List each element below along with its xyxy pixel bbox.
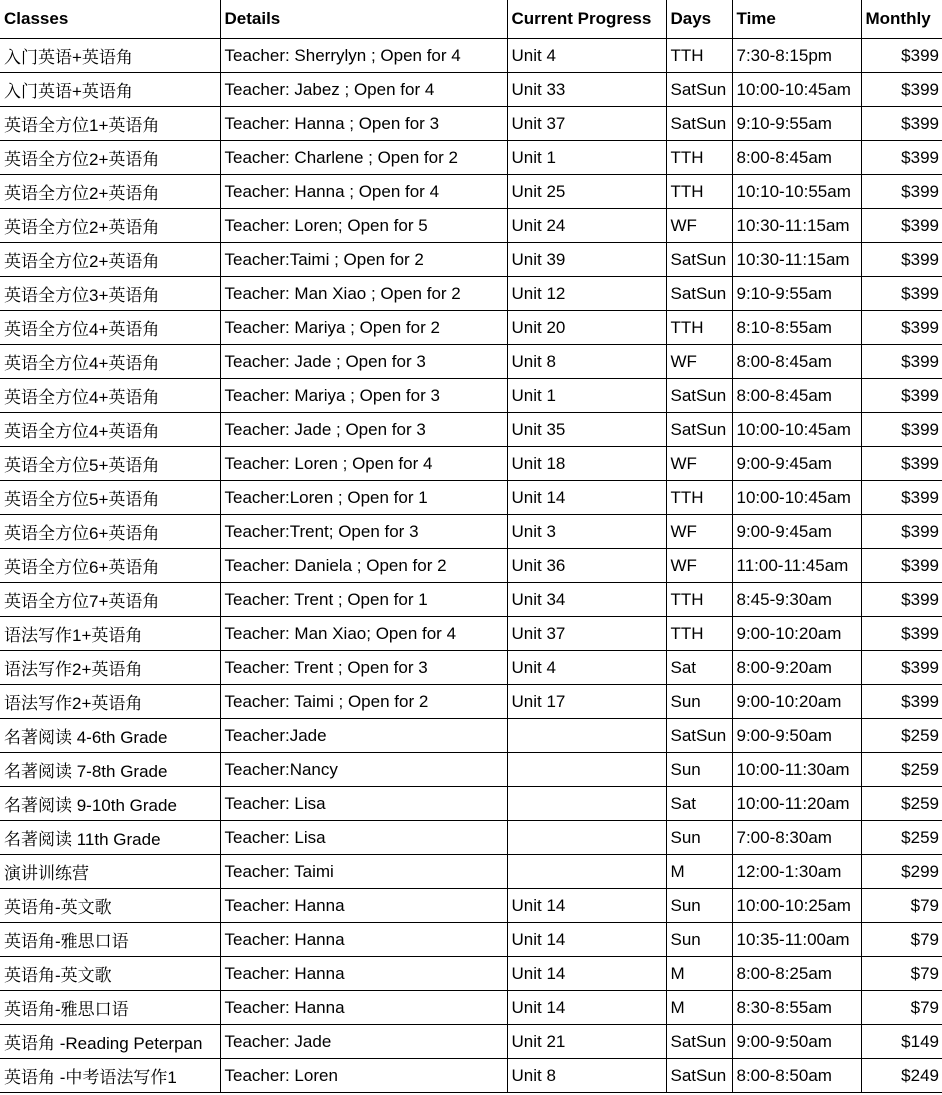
cell-monthly[interactable]: $259	[861, 753, 942, 787]
cell-time[interactable]: 9:00-10:20am	[732, 617, 861, 651]
cell-details[interactable]: Teacher: Hanna	[220, 991, 507, 1025]
table-row	[0, 991, 942, 1025]
cell-details[interactable]: Teacher: Hanna ; Open for 3	[220, 107, 507, 141]
cell-details[interactable]: Teacher: Mariya ; Open for 3	[220, 379, 507, 413]
cell-class[interactable]: 英语全方位4+英语角	[0, 345, 220, 379]
cell-details[interactable]: Teacher: Trent ; Open for 3	[220, 651, 507, 685]
table-row	[0, 345, 942, 379]
cell-monthly[interactable]: $399	[861, 107, 942, 141]
cell-time[interactable]: 11:00-11:45am	[732, 549, 861, 583]
header-current-progress[interactable]: Current Progress	[507, 0, 666, 39]
cell-details[interactable]: Teacher: Taimi ; Open for 2	[220, 685, 507, 719]
cell-progress[interactable]: Unit 18	[507, 447, 666, 481]
cell-progress[interactable]: Unit 21	[507, 1025, 666, 1059]
table-row	[0, 957, 942, 991]
cell-details[interactable]: Teacher:Taimi ; Open for 2	[220, 243, 507, 277]
cell-time[interactable]: 8:00-8:50am	[732, 1059, 861, 1093]
cell-class[interactable]: 英语全方位5+英语角	[0, 447, 220, 481]
cell-days[interactable]: SatSun	[666, 719, 732, 753]
cell-time[interactable]: 8:00-8:45am	[732, 379, 861, 413]
cell-progress[interactable]: Unit 12	[507, 277, 666, 311]
cell-monthly[interactable]: $399	[861, 685, 942, 719]
table-row	[0, 209, 942, 243]
cell-days[interactable]: SatSun	[666, 73, 732, 107]
cell-days[interactable]: SatSun	[666, 107, 732, 141]
cell-monthly[interactable]: $399	[861, 583, 942, 617]
cell-progress[interactable]: Unit 4	[507, 39, 666, 73]
cell-progress[interactable]: Unit 25	[507, 175, 666, 209]
cell-progress[interactable]	[507, 787, 666, 821]
cell-monthly[interactable]: $399	[861, 345, 942, 379]
table-row	[0, 923, 942, 957]
cell-progress[interactable]: Unit 37	[507, 617, 666, 651]
cell-time[interactable]: 9:10-9:55am	[732, 107, 861, 141]
cell-details[interactable]: Teacher: Loren ; Open for 4	[220, 447, 507, 481]
cell-class[interactable]: 英语全方位4+英语角	[0, 379, 220, 413]
header-row	[0, 0, 942, 39]
cell-time[interactable]: 9:00-9:50am	[732, 719, 861, 753]
cell-class[interactable]: 英语全方位3+英语角	[0, 277, 220, 311]
header-days[interactable]: Days	[666, 0, 732, 39]
cell-class[interactable]: 英语全方位4+英语角	[0, 311, 220, 345]
table-row	[0, 787, 942, 821]
cell-monthly[interactable]: $399	[861, 141, 942, 175]
cell-monthly[interactable]: $149	[861, 1025, 942, 1059]
cell-days[interactable]: Sat	[666, 651, 732, 685]
cell-class[interactable]: 英语全方位2+英语角	[0, 141, 220, 175]
cell-days[interactable]: SatSun	[666, 243, 732, 277]
cell-time[interactable]: 7:00-8:30am	[732, 821, 861, 855]
cell-time[interactable]: 8:30-8:55am	[732, 991, 861, 1025]
cell-monthly[interactable]: $399	[861, 311, 942, 345]
cell-time[interactable]: 9:00-9:45am	[732, 515, 861, 549]
cell-details[interactable]: Teacher: Hanna	[220, 889, 507, 923]
cell-time[interactable]: 9:00-9:50am	[732, 1025, 861, 1059]
cell-time[interactable]: 10:30-11:15am	[732, 209, 861, 243]
cell-days[interactable]: TTH	[666, 311, 732, 345]
cell-details[interactable]: Teacher: Sherrylyn ; Open for 4	[220, 39, 507, 73]
cell-time[interactable]: 8:00-8:25am	[732, 957, 861, 991]
cell-progress[interactable]: Unit 3	[507, 515, 666, 549]
cell-details[interactable]: Teacher: Jade ; Open for 3	[220, 413, 507, 447]
cell-time[interactable]: 8:00-8:45am	[732, 141, 861, 175]
cell-class[interactable]: 英语全方位1+英语角	[0, 107, 220, 141]
cell-progress[interactable]: Unit 17	[507, 685, 666, 719]
cell-days[interactable]: TTH	[666, 481, 732, 515]
cell-days[interactable]: SatSun	[666, 1059, 732, 1093]
table-row	[0, 39, 942, 73]
cell-monthly[interactable]: $249	[861, 1059, 942, 1093]
table-row	[0, 1059, 942, 1093]
table-row	[0, 243, 942, 277]
cell-days[interactable]: Sun	[666, 889, 732, 923]
cell-time[interactable]: 10:00-11:20am	[732, 787, 861, 821]
cell-class[interactable]: 语法写作2+英语角	[0, 651, 220, 685]
table-row	[0, 447, 942, 481]
cell-progress[interactable]: Unit 35	[507, 413, 666, 447]
table-row	[0, 73, 942, 107]
table-row	[0, 277, 942, 311]
cell-progress[interactable]: Unit 39	[507, 243, 666, 277]
table-row	[0, 175, 942, 209]
cell-progress[interactable]: Unit 20	[507, 311, 666, 345]
table-row	[0, 583, 942, 617]
table-row	[0, 107, 942, 141]
cell-time[interactable]: 9:00-10:20am	[732, 685, 861, 719]
cell-details[interactable]: Teacher:Jade	[220, 719, 507, 753]
cell-progress[interactable]: Unit 36	[507, 549, 666, 583]
table-row	[0, 719, 942, 753]
cell-days[interactable]: TTH	[666, 175, 732, 209]
cell-monthly[interactable]: $399	[861, 379, 942, 413]
cell-progress[interactable]	[507, 753, 666, 787]
cell-details[interactable]: Teacher:Nancy	[220, 753, 507, 787]
cell-details[interactable]: Teacher: Mariya ; Open for 2	[220, 311, 507, 345]
cell-class[interactable]: 名著阅读 11th Grade	[0, 821, 220, 855]
cell-progress[interactable]: Unit 1	[507, 141, 666, 175]
table-row	[0, 685, 942, 719]
cell-time[interactable]: 8:00-9:20am	[732, 651, 861, 685]
cell-progress[interactable]: Unit 8	[507, 1059, 666, 1093]
table-row	[0, 889, 942, 923]
cell-monthly[interactable]: $79	[861, 889, 942, 923]
cell-days[interactable]: SatSun	[666, 1025, 732, 1059]
cell-days[interactable]: SatSun	[666, 277, 732, 311]
cell-monthly[interactable]: $399	[861, 175, 942, 209]
cell-days[interactable]: WF	[666, 345, 732, 379]
cell-days[interactable]: WF	[666, 209, 732, 243]
cell-class[interactable]: 英语角-英文歌	[0, 889, 220, 923]
cell-details[interactable]: Teacher: Jade	[220, 1025, 507, 1059]
cell-days[interactable]: TTH	[666, 583, 732, 617]
table-row	[0, 855, 942, 889]
cell-days[interactable]: Sun	[666, 753, 732, 787]
cell-monthly[interactable]: $259	[861, 719, 942, 753]
cell-class[interactable]: 英语全方位2+英语角	[0, 209, 220, 243]
cell-monthly[interactable]: $399	[861, 447, 942, 481]
cell-details[interactable]: Teacher: Daniela ; Open for 2	[220, 549, 507, 583]
cell-details[interactable]: Teacher: Charlene ; Open for 2	[220, 141, 507, 175]
table-row	[0, 1025, 942, 1059]
cell-time[interactable]: 9:10-9:55am	[732, 277, 861, 311]
cell-class[interactable]: 英语全方位5+英语角	[0, 481, 220, 515]
cell-progress[interactable]: Unit 14	[507, 991, 666, 1025]
cell-details[interactable]: Teacher: Jabez ; Open for 4	[220, 73, 507, 107]
cell-class[interactable]: 英语角 -中考语法写作1	[0, 1059, 220, 1093]
cell-days[interactable]: Sun	[666, 821, 732, 855]
table-row	[0, 617, 942, 651]
cell-days[interactable]: Sat	[666, 787, 732, 821]
cell-class[interactable]: 入门英语+英语角	[0, 39, 220, 73]
cell-progress[interactable]: Unit 8	[507, 345, 666, 379]
table-row	[0, 753, 942, 787]
cell-details[interactable]: Teacher:Loren ; Open for 1	[220, 481, 507, 515]
cell-class[interactable]: 英语角-雅思口语	[0, 923, 220, 957]
cell-details[interactable]: Teacher: Hanna	[220, 957, 507, 991]
cell-class[interactable]: 名著阅读 9-10th Grade	[0, 787, 220, 821]
cell-details[interactable]: Teacher: Man Xiao; Open for 4	[220, 617, 507, 651]
table-row	[0, 549, 942, 583]
cell-class[interactable]: 英语角 -Reading Peterpan	[0, 1025, 220, 1059]
cell-class[interactable]: 名著阅读 7-8th Grade	[0, 753, 220, 787]
cell-days[interactable]: WF	[666, 549, 732, 583]
cell-details[interactable]: Teacher: Lisa	[220, 787, 507, 821]
table-row	[0, 651, 942, 685]
cell-progress[interactable]: Unit 14	[507, 481, 666, 515]
cell-monthly[interactable]: $399	[861, 277, 942, 311]
cell-monthly[interactable]: $79	[861, 923, 942, 957]
cell-days[interactable]: M	[666, 991, 732, 1025]
cell-progress[interactable]: Unit 24	[507, 209, 666, 243]
cell-monthly[interactable]: $399	[861, 651, 942, 685]
header-details[interactable]: Details	[220, 0, 507, 39]
cell-class[interactable]: 语法写作2+英语角	[0, 685, 220, 719]
cell-progress[interactable]: Unit 14	[507, 957, 666, 991]
cell-details[interactable]: Teacher: Hanna ; Open for 4	[220, 175, 507, 209]
cell-details[interactable]: Teacher: Hanna	[220, 923, 507, 957]
cell-monthly[interactable]: $79	[861, 957, 942, 991]
cell-time[interactable]: 10:00-11:30am	[732, 753, 861, 787]
cell-progress[interactable]	[507, 855, 666, 889]
cell-details[interactable]: Teacher: Trent ; Open for 1	[220, 583, 507, 617]
cell-time[interactable]: 10:30-11:15am	[732, 243, 861, 277]
cell-progress[interactable]: Unit 33	[507, 73, 666, 107]
cell-monthly[interactable]: $259	[861, 787, 942, 821]
cell-details[interactable]: Teacher: Lisa	[220, 821, 507, 855]
cell-details[interactable]: Teacher: Loren	[220, 1059, 507, 1093]
cell-time[interactable]: 10:00-10:25am	[732, 889, 861, 923]
cell-details[interactable]: Teacher:Trent; Open for 3	[220, 515, 507, 549]
table-row	[0, 311, 942, 345]
cell-class[interactable]: 英语角-英文歌	[0, 957, 220, 991]
cell-monthly[interactable]: $399	[861, 481, 942, 515]
cell-time[interactable]: 10:00-10:45am	[732, 73, 861, 107]
header-time[interactable]: Time	[732, 0, 861, 39]
cell-days[interactable]: SatSun	[666, 379, 732, 413]
cell-details[interactable]: Teacher: Man Xiao ; Open for 2	[220, 277, 507, 311]
cell-monthly[interactable]: $399	[861, 549, 942, 583]
cell-days[interactable]: TTH	[666, 39, 732, 73]
cell-monthly[interactable]: $79	[861, 991, 942, 1025]
cell-class[interactable]: 语法写作1+英语角	[0, 617, 220, 651]
cell-monthly[interactable]: $399	[861, 39, 942, 73]
cell-monthly[interactable]: $259	[861, 821, 942, 855]
cell-class[interactable]: 英语全方位2+英语角	[0, 243, 220, 277]
cell-days[interactable]: Sun	[666, 685, 732, 719]
cell-time[interactable]: 12:00-1:30am	[732, 855, 861, 889]
cell-time[interactable]: 10:00-10:45am	[732, 413, 861, 447]
cell-class[interactable]: 英语角-雅思口语	[0, 991, 220, 1025]
cell-progress[interactable]: Unit 37	[507, 107, 666, 141]
cell-monthly[interactable]: $399	[861, 413, 942, 447]
cell-class[interactable]: 演讲训练营	[0, 855, 220, 889]
cell-time[interactable]: 8:00-8:45am	[732, 345, 861, 379]
cell-details[interactable]: Teacher: Jade ; Open for 3	[220, 345, 507, 379]
cell-time[interactable]: 10:00-10:45am	[732, 481, 861, 515]
cell-time[interactable]: 8:10-8:55am	[732, 311, 861, 345]
cell-days[interactable]: WF	[666, 515, 732, 549]
cell-class[interactable]: 英语全方位6+英语角	[0, 549, 220, 583]
cell-class[interactable]: 英语全方位6+英语角	[0, 515, 220, 549]
cell-monthly[interactable]: $399	[861, 617, 942, 651]
table-row	[0, 515, 942, 549]
cell-time[interactable]: 10:10-10:55am	[732, 175, 861, 209]
cell-days[interactable]: WF	[666, 447, 732, 481]
cell-days[interactable]: SatSun	[666, 413, 732, 447]
cell-class[interactable]: 英语全方位4+英语角	[0, 413, 220, 447]
cell-monthly[interactable]: $399	[861, 209, 942, 243]
cell-progress[interactable]: Unit 14	[507, 889, 666, 923]
cell-progress[interactable]	[507, 821, 666, 855]
cell-monthly[interactable]: $399	[861, 243, 942, 277]
cell-days[interactable]: TTH	[666, 617, 732, 651]
cell-details[interactable]: Teacher: Taimi	[220, 855, 507, 889]
cell-progress[interactable]: Unit 4	[507, 651, 666, 685]
cell-days[interactable]: TTH	[666, 141, 732, 175]
cell-class[interactable]: 英语全方位2+英语角	[0, 175, 220, 209]
cell-class[interactable]: 名著阅读 4-6th Grade	[0, 719, 220, 753]
header-monthly[interactable]: Monthly	[861, 0, 942, 39]
table-row	[0, 379, 942, 413]
cell-monthly[interactable]: $399	[861, 515, 942, 549]
cell-time[interactable]: 10:35-11:00am	[732, 923, 861, 957]
header-classes[interactable]: Classes	[0, 0, 220, 39]
cell-monthly[interactable]: $399	[861, 73, 942, 107]
table-row	[0, 141, 942, 175]
cell-time[interactable]: 9:00-9:45am	[732, 447, 861, 481]
cell-days[interactable]: M	[666, 957, 732, 991]
cell-progress[interactable]: Unit 14	[507, 923, 666, 957]
table-row	[0, 821, 942, 855]
cell-details[interactable]: Teacher: Loren; Open for 5	[220, 209, 507, 243]
cell-time[interactable]: 7:30-8:15pm	[732, 39, 861, 73]
cell-monthly[interactable]: $299	[861, 855, 942, 889]
table-row	[0, 413, 942, 447]
cell-progress[interactable]	[507, 719, 666, 753]
cell-progress[interactable]: Unit 1	[507, 379, 666, 413]
cell-days[interactable]: Sun	[666, 923, 732, 957]
cell-days[interactable]: M	[666, 855, 732, 889]
cell-time[interactable]: 8:45-9:30am	[732, 583, 861, 617]
table-row	[0, 481, 942, 515]
cell-class[interactable]: 入门英语+英语角	[0, 73, 220, 107]
cell-class[interactable]: 英语全方位7+英语角	[0, 583, 220, 617]
cell-progress[interactable]: Unit 34	[507, 583, 666, 617]
